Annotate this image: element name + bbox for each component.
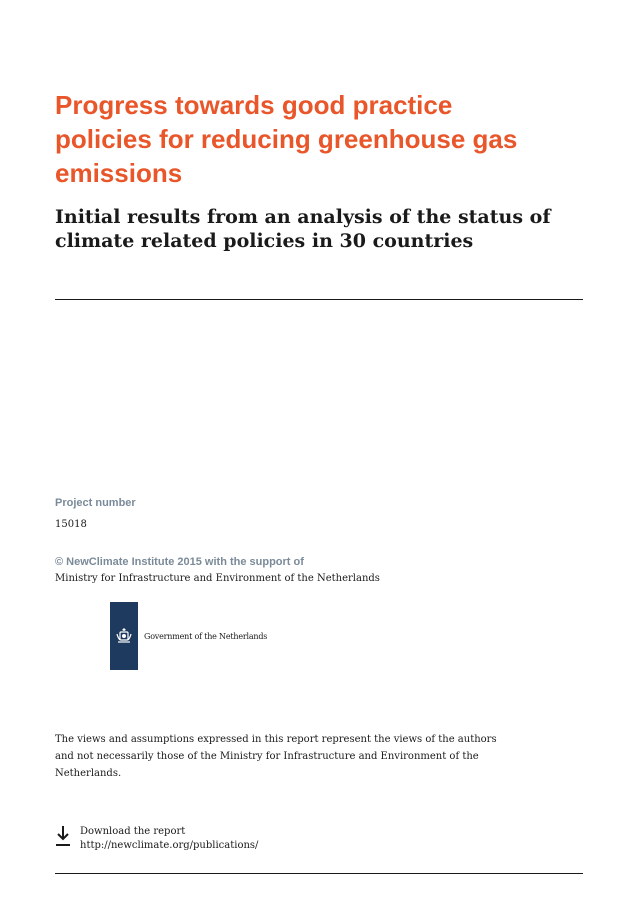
supporter-name: Ministry for Infrastructure and Environment of the Netherlands xyxy=(55,573,380,584)
disclaimer-text: The views and assumptions expressed in this report represent the views of the authors and not necessarily those of the Ministry for Infrastructure and Environment of the Netherlands. xyxy=(55,734,497,779)
project-number-value: 15018 xyxy=(55,519,87,530)
government-logo xyxy=(110,602,267,670)
logo-bar xyxy=(110,602,138,670)
download-text xyxy=(80,825,258,853)
report-title: Progress towards good practice policies for reducing greenhouse gas emissions xyxy=(55,90,518,188)
copyright-label: © NewClimate Institute 2015 with the support of xyxy=(55,556,304,568)
coat-of-arms-icon xyxy=(114,626,134,646)
top-divider xyxy=(55,299,583,300)
download-section[interactable] xyxy=(55,825,258,853)
download-link[interactable]: http://newclimate.org/publications/ xyxy=(80,840,259,851)
download-label: Download the report xyxy=(80,826,186,837)
download-icon[interactable] xyxy=(55,825,71,847)
logo-text: Government of the Netherlands xyxy=(144,631,268,641)
report-subtitle: Initial results from an analysis of the status of climate related policies in 30 countries xyxy=(55,206,551,252)
project-number-label: Project number xyxy=(55,497,136,509)
bottom-divider xyxy=(55,873,583,874)
